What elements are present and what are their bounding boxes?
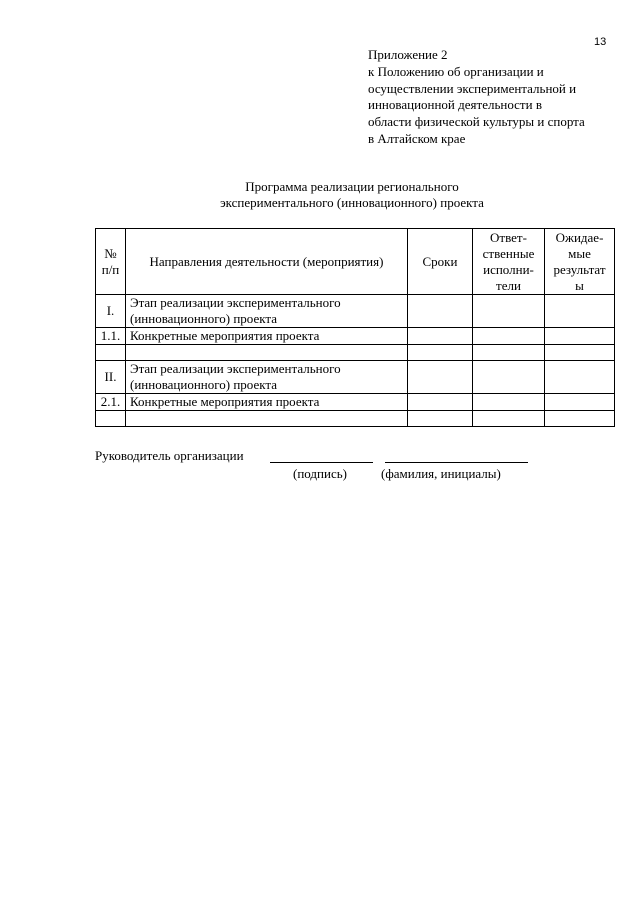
row-terms: [408, 295, 473, 328]
page-number: 13: [594, 36, 607, 48]
row-terms: [408, 361, 473, 394]
appendix-line: Приложение 2: [368, 47, 448, 62]
header-line: тели: [496, 277, 521, 293]
row-responsible: [473, 361, 545, 394]
row-terms: [408, 328, 473, 345]
header-line: мые: [568, 245, 591, 261]
row-number: II.: [96, 361, 126, 394]
row-terms: [408, 394, 473, 411]
signature-label: Руководитель организации: [95, 448, 244, 463]
table-row-empty: [96, 411, 615, 427]
row-number: I.: [96, 295, 126, 328]
row-responsible: [473, 345, 545, 361]
activity-line: Конкретные мероприятия проекта: [130, 328, 320, 343]
row-number: [96, 411, 126, 427]
row-responsible: [473, 295, 545, 328]
row-results: [545, 411, 615, 427]
header-line: ы: [575, 277, 584, 293]
header-line: Направления деятельности (мероприятия): [149, 253, 384, 269]
table-row: [96, 328, 615, 345]
row-activity: [126, 394, 408, 411]
appendix-line: в Алтайском крае: [368, 130, 466, 146]
header-line: Сроки: [422, 253, 458, 269]
activity-line: Этап реализации экспериментального: [130, 295, 341, 310]
document-title: [150, 179, 554, 211]
row-activity: [126, 345, 408, 361]
title-line: экспериментального (инновационного) проекта: [220, 195, 484, 210]
row-number: 1.1.: [96, 328, 126, 345]
header-line: ственные: [482, 245, 535, 261]
row-results: [545, 295, 615, 328]
row-responsible: [473, 328, 545, 345]
table-header-row: [96, 229, 615, 295]
row-number: [96, 345, 126, 361]
activity-line: Этап реализации экспериментального: [130, 361, 341, 376]
header-line: Ожидае-: [555, 229, 604, 245]
table-row-empty: [96, 345, 615, 361]
header-results: [545, 229, 615, 295]
program-table: [95, 228, 615, 427]
header-terms: [408, 229, 473, 295]
row-terms: [408, 411, 473, 427]
row-results: [545, 394, 615, 411]
header-responsible: [473, 229, 545, 295]
signature-line: [270, 462, 373, 463]
table-row: [96, 295, 615, 328]
header-activity: [126, 229, 408, 295]
row-responsible: [473, 394, 545, 411]
activity-line: Конкретные мероприятия проекта: [130, 394, 320, 409]
appendix-line: области физической культуры и спорта: [368, 114, 585, 130]
row-activity: [126, 295, 408, 328]
name-line: [385, 462, 528, 463]
appendix-line: к Положению об организации и: [368, 63, 544, 79]
header-line: п/п: [101, 261, 120, 277]
header-line: исполни-: [483, 261, 534, 277]
signature-caption: (подпись): [293, 466, 347, 481]
row-activity: [126, 361, 408, 394]
row-results: [545, 328, 615, 345]
row-number: 2.1.: [96, 394, 126, 411]
header-line: Ответ-: [490, 229, 527, 245]
activity-line: (инновационного) проекта: [130, 311, 277, 326]
header-line: №: [104, 245, 117, 261]
row-responsible: [473, 411, 545, 427]
activity-line: (инновационного) проекта: [130, 377, 277, 392]
header-line: результат: [553, 261, 606, 277]
row-terms: [408, 345, 473, 361]
appendix-note: [368, 47, 630, 148]
title-line: Программа реализации регионального: [245, 179, 459, 194]
appendix-line: инновационной деятельности в: [368, 97, 542, 113]
row-activity: [126, 411, 408, 427]
name-caption: (фамилия, инициалы): [381, 466, 501, 481]
table-row: [96, 394, 615, 411]
appendix-line: осуществлении экспериментальной и: [368, 80, 577, 96]
row-results: [545, 345, 615, 361]
row-results: [545, 361, 615, 394]
table-row: [96, 361, 615, 394]
header-number: [96, 229, 126, 295]
row-activity: [126, 328, 408, 345]
